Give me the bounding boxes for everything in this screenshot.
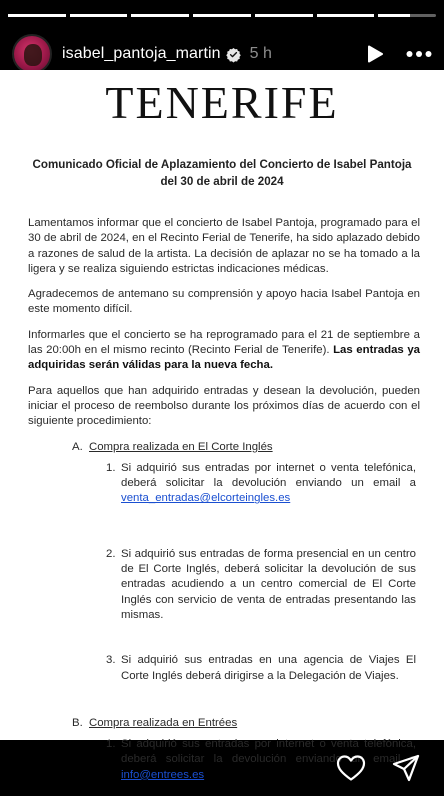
document-title: TENERIFE: [105, 77, 339, 128]
verified-badge-icon: [226, 47, 241, 62]
avatar[interactable]: [12, 34, 52, 74]
paragraph-thanks: Agradecemos de antemano su comprensión y apoyo hacia Isabel Pantoja en este momento difícil.: [28, 288, 420, 316]
tickets-valid-text: Las entradas ya adquiridas serán válidas para la nueva fecha.: [28, 344, 420, 372]
new-date-text: Informarles que el concierto se ha reprogramado para el 21 de septiembre a las 20:00h en el mismo recinto (Recinto Ferial de Tenerife).: [28, 328, 420, 357]
send-icon[interactable]: [392, 754, 420, 782]
progress-segment: [255, 14, 313, 17]
item-number: 3.: [106, 654, 116, 667]
heart-icon[interactable]: [336, 754, 366, 782]
item-text: Si adquirió sus entradas por internet o venta telefónica, deberá solicitar la devolución enviando un email a: [121, 461, 416, 490]
story-progress-bar: [8, 14, 436, 17]
document-subtitle: Comunicado Oficial de Aplazamiento del Concierto de Isabel Pantoja del 30 de abril de 2024: [32, 158, 412, 188]
item-text: Si adquirió sus entradas por internet o venta telefónica, deberá solicitar la devolución enviando un email a: [121, 738, 416, 766]
section-title: Compra realizada en El Corte Inglés: [89, 440, 273, 453]
email-link[interactable]: venta_entradas@elcorteingles.es: [121, 492, 291, 505]
post-time: 5 h: [249, 45, 272, 62]
progress-segment: [317, 14, 375, 17]
section-b-heading: [72, 716, 420, 731]
header-controls: [366, 44, 432, 64]
email-link[interactable]: info@entrees.es: [121, 768, 205, 781]
story-document-image: [0, 70, 444, 781]
progress-segment: [131, 14, 189, 17]
story-header: [12, 34, 432, 74]
section-letter: B.: [72, 716, 83, 729]
list-item: [106, 653, 416, 684]
item-number: 2.: [106, 547, 116, 560]
more-icon[interactable]: [406, 50, 432, 58]
list-item: [106, 461, 416, 507]
username[interactable]: isabel_pantoja_martin: [62, 45, 221, 62]
progress-segment: [70, 14, 128, 17]
item-text: Si adquirió sus entradas en una agencia de Viajes El Corte Inglés deberá dirigirse a la Delegación de Viajes.: [121, 654, 416, 682]
item-number: 1.: [106, 461, 116, 474]
section-title: Compra realizada en Entrées: [89, 716, 238, 729]
progress-segment: [8, 14, 66, 17]
progress-segment: [193, 14, 251, 17]
item-number: 1.: [106, 738, 116, 751]
item-text-wrap: [121, 461, 416, 507]
paragraph-postponement: Lamentamos informar que el concierto de Isabel Pantoja, programado para el 30 de abril de 2024, en el Recinto Ferial de Tenerife, ha sido aplazado debido a razones de salud de la artista. La decisión de aplazar no se ha tomado a la ligera y se realiza siguiendo estrictas indicaciones médicas.: [28, 217, 420, 275]
list-item: [106, 547, 416, 623]
section-letter: A.: [72, 440, 83, 453]
progress-segment: [378, 14, 436, 17]
story-actions: [0, 740, 444, 796]
section-a-heading: [72, 440, 420, 455]
document-body: [28, 216, 420, 783]
paragraph-new-date: [28, 328, 420, 374]
item-text: Si adquirió sus entradas de forma presencial en un centro de El Corte Inglés, deberá solicitar la devolución de sus entradas acudiendo a un centro comercial de El Corte Inglés con servicio de venta de entradas presentando las mismas.: [121, 547, 416, 621]
paragraph-refund-intro: Para aquellos que han adquirido entradas y desean la devolución, pueden iniciar el proceso de reembolso durante los próximos días de acuerdo con el siguiente procedimiento:: [28, 384, 420, 428]
play-icon[interactable]: [366, 44, 384, 64]
